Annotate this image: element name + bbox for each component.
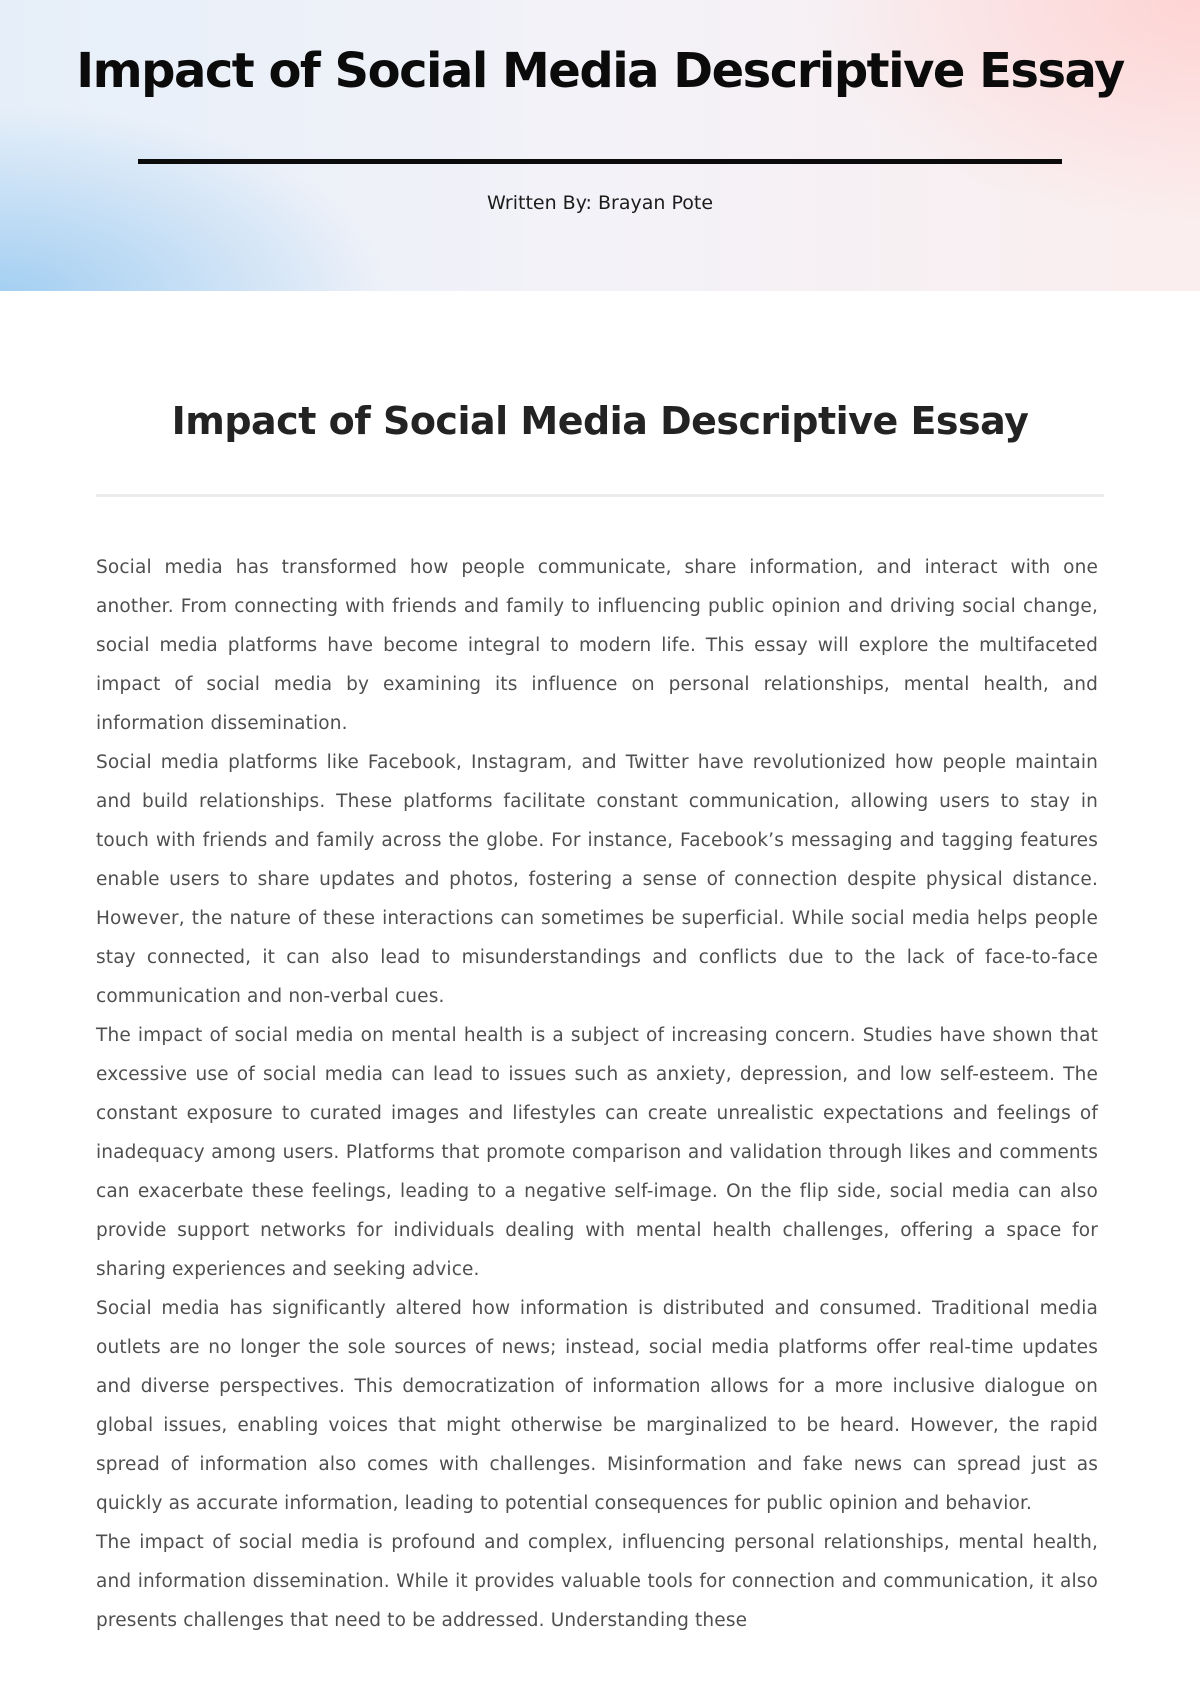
- paragraph-conclusion: The impact of social media is profound and complex, influencing personal relationships, mental health, and information dissemination. While it provides valuable tools for connection and communication, it also presents challenges that need to be addressed. Understanding these: [96, 1532, 1098, 1631]
- paragraph-mental-health: The impact of social media on mental health is a subject of increasing concern. Studies have shown that excessive use of social media can lead to issues such as anxiety, depression, and low self-esteem. The constant exposure to curated images and lifestyles can create unrealistic expectations and feelings of inadequacy among users. Platforms that promote comparison and validation through likes and comments can exacerbate these feelings, leading to a negative self-image. On the flip side, social media can also provide support networks for individuals dealing with mental health challenges, offering a space for sharing experiences and seeking advice.: [96, 1025, 1098, 1280]
- paragraph-introduction: Social media has transformed how people communicate, share information, and interact with one another. From connecting with friends and family to influencing public opinion and driving social change, social media platforms have become integral to modern life. This essay will explore the multifaceted impact of social media by examining its influence on personal relationships, mental health, and information dissemination.: [96, 557, 1098, 734]
- essay-title: Impact of Social Media Descriptive Essay: [171, 399, 1029, 443]
- header-banner: [0, 0, 1200, 291]
- essay-body: [96, 548, 1098, 1640]
- author-byline: Written By: Brayan Pote: [486, 192, 714, 214]
- paragraph-information: Social media has significantly altered how information is distributed and consumed. Traditional media outlets are no longer the sole sources of news; instead, social media platforms offer real-time updates and diverse perspectives. This democratization of information allows for a more inclusive dialogue on global issues, enabling voices that might otherwise be marginalized to be heard. However, the rapid spread of information also comes with challenges. Misinformation and fake news can spread just as quickly as accurate information, leading to potential consequences for public opinion and behavior.: [96, 1298, 1098, 1514]
- header-title: Impact of Social Media Descriptive Essay: [76, 43, 1124, 99]
- title-divider: [96, 494, 1104, 497]
- paragraph-relationships: Social media platforms like Facebook, Instagram, and Twitter have revolutionized how people maintain and build relationships. These platforms facilitate constant communication, allowing users to stay in touch with friends and family across the globe. For instance, Facebook’s messaging and tagging features enable users to share updates and photos, fostering a sense of connection despite physical distance. However, the nature of these interactions can sometimes be superficial. While social media helps people stay connected, it can also lead to misunderstandings and conflicts due to the lack of face-to-face communication and non-verbal cues.: [96, 752, 1098, 1007]
- header-underline: [138, 159, 1062, 164]
